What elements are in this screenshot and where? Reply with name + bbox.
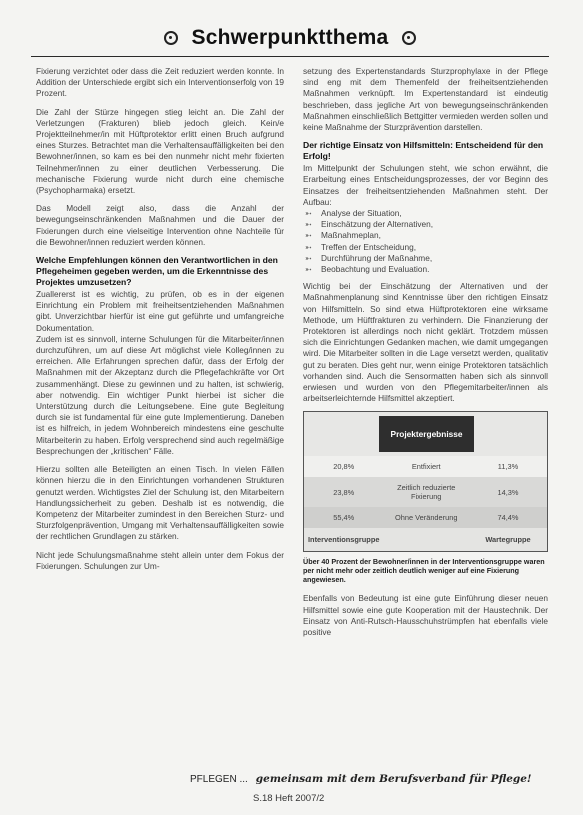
paragraph: Zudem ist es sinnvoll, interne Schulungen für die Mitarbeiter/innen durchzuführen, um auf diese Art möglichst viele Kolleg/innen zu erreichen. Alle Erfahrungen sprechen dafür, dass der Erfolg der Maßnahmen mit der Akzeptanz durch die Pflegefachkräfte vor Ort zusammenhängt. Diese zu gewinnen und zu halten, ist schwierig, aber notwendig. Ein wichtiger Punkt hierbei ist sicher die Unterstützung durch die Leitungsebene. Eine gute Begleitung durch sie ist fundamental für eine gute Implementierung. Daneben ist es hilfreich, in jedem Wohnbereich mindestens eine geschulte Mitarbeiterin zu haben. Erfolg versprechend sind auch regelmäßige Besprechungen der „kritischen“ Fälle.: [36, 333, 284, 456]
table-row: [304, 528, 547, 551]
paragraph: Wichtig bei der Einschätzung der Alternativen und der Maßnahmenplanung sind Kenntnisse über den richtigen Einsatz von Hilfsmitteln. So sind etwa Hüftprotektoren eine wirksame Methode, um Hüftfrakturen zu verhindern. Die Finanzierung der Protektoren ist allerdings noch nicht geklärt. Trotzdem müssen sich die Einrichtungen Gedanken machen, wie damit umgegangen wird. Die Mitarbeiter sollten in die Lage versetzt werden, qualitativ gut zu beraten. Dies geht nur, wenn einige Protektoren tatsächlich vorhanden sind. Auch die Sensormatten haben sich als sinnvoll erwiesen und wurden von den Pflegemitarbeiter/innen als arbeitserleichternde Hilfsmittel akzeptiert.: [303, 281, 548, 404]
paragraph: Ebenfalls von Bedeutung ist eine gute Einführung dieser neuen Hilfsmittel sowie eine gute Kooperation mit der Haustechnik. Der Einsatz von Anti-Rutsch-Hausschuhstrümpfen hat ebenfalls viele positive: [303, 593, 548, 637]
list-item: ➵ Analyse der Situation,: [305, 208, 402, 219]
list-item: ➵ Treffen der Entscheidung,: [305, 241, 417, 252]
section-heading: Welche Empfehlungen können den Verantwortlichen in den Pflegeheimen gegeben werden, um die Erkenntnisse des Projektes umzusetzen?: [36, 255, 278, 288]
table-row: 55,4% Ohne Veränderung 74,4%: [304, 507, 547, 528]
paragraph: Hierzu sollten alle Beteiligten an einen Tisch. In vielen Fällen können hierzu die in den Einrichtungen vorhandenen Strukturen genutzt werden. Wichtigstes Ziel der Schulung ist, den Mitarbeitern Handlungssicherheit zu geben. Deshalb ist es notwendig, die Kompetenz der Mitarbeiter zumindest in den Bereichen Sturz- und Sturzfolgenprävention, Umgang mit Verhaltensauffälligkeiten sowie der rechtlichen Grundlagen zu stärken.: [36, 464, 284, 542]
table-caption: Über 40 Prozent der Bewohner/innen in der Interventionsgruppe waren per nicht mehr oder zeitlich deutlich weniger auf eine Fixierung angewiesen.: [303, 557, 545, 585]
left-column: [36, 66, 284, 579]
arrow-icon: ➵: [305, 220, 312, 230]
paragraph: setzung des Expertenstandards Sturzprophylaxe in der Pflege sind eng mit dem Themenfeld der freiheitsentziehenden Maßnahmen verknüpft. Im Expertenstandard ist eindeutig beschrieben, dass jegliche Art von bewegungseinschränkenden Maßnahmen einschließlich Bettgitter vermieden werden sollen und keine Maßnahme der Sturzprävention darstellen.: [303, 66, 548, 133]
arrow-icon: ➵: [305, 242, 312, 252]
page-number: S.18 Heft 2007/2: [253, 793, 325, 804]
arrow-icon: ➵: [305, 264, 312, 274]
section-heading: Der richtige Einsatz von Hilfsmitteln: Entscheidend für den Erfolg!: [303, 140, 544, 162]
results-table: [304, 456, 547, 551]
page-title: Schwerpunktthema: [191, 26, 389, 49]
intervention-group-label: Interventionsgruppe: [304, 528, 383, 551]
journal-name: PFLEGEN ...: [190, 774, 248, 785]
table-heading: Projektergebnisse: [379, 416, 474, 452]
target-icon: [164, 31, 178, 45]
paragraph: Nicht jede Schulungsmaßnahme steht allein unter dem Fokus der Fixierungen. Schulungen zur Um-: [36, 549, 284, 571]
footer-slogan: gemeinsam mit dem Berufsverband für Pflege!: [255, 773, 532, 785]
table-row: 23,8% Zeitlich reduzierte Fixierung 14,3%: [304, 477, 547, 507]
target-icon: [402, 31, 416, 45]
paragraph: Die Zahl der Stürze hingegen stieg leicht an. Die Zahl der Verletzungen (Frakturen) blieb jedoch gleich. Kein/e Projektteilnehmer/in mit Hüftprotektor erlitt einen Bruch aufgrund eines Sturzes. Betrachtet man die Verhaltensauffälligkeiten bei den Bewohner/innen, so kam es bei den nunmehr nicht mehr fixierten Teilnehmer/innen zu einer deutlichen Verbesserung. Die mechanische Fixierung wurde nicht durch eine chemische (Psychopharmaka) ersetzt.: [36, 106, 284, 196]
paragraph: Das Modell zeigt also, dass die Anzahl der bewegungseinschränkenden Maßnahmen und die Dauer der Fixierungen durch eine vielseitige Intervention ohne Nachteile für die Bewohner/innen reduziert werden können.: [36, 203, 284, 247]
arrow-icon: ➵: [305, 253, 312, 263]
list-item: ➵ Einschätzung der Alternativen,: [305, 219, 434, 230]
paragraph: Im Mittelpunkt der Schulungen steht, wie schon erwähnt, die Erarbeitung eines Entscheidungsprozesses, der vor Beginn des Einsatzes der freiheitsentziehenden Maßnahmen steht. Der Aufbau:: [303, 163, 548, 207]
arrow-icon: ➵: [305, 231, 312, 241]
list-item: ➵ Maßnahmeplan,: [305, 230, 381, 241]
right-column: [303, 66, 548, 645]
paragraph: Fixierung verzichtet oder dass die Zeit reduziert werden konnte. In Addition der Unterschiede ergibt sich ein Interventionserfolg von 19 Prozent.: [36, 66, 284, 99]
decision-steps-list: [303, 208, 548, 275]
waiting-group-label: Wartegruppe: [469, 528, 547, 551]
page-header: [31, 20, 549, 57]
arrow-icon: ➵: [305, 209, 312, 219]
footer: [190, 773, 532, 785]
list-item: ➵ Durchführung der Maßnahme,: [305, 252, 433, 263]
paragraph: Zuallererst ist es wichtig, zu prüfen, ob es in der eigenen Einrichtung ein Problem mit freiheitsentziehenden Maßnahmen gibt. Unverzichtbar hierfür ist eine gut geführte und umfangreiche Dokumentation.: [36, 289, 284, 333]
list-item: ➵ Beobachtung und Evaluation.: [305, 263, 430, 274]
results-table-box: [303, 411, 548, 552]
table-row: 20,8% Entfixiert 11,3%: [304, 456, 547, 477]
